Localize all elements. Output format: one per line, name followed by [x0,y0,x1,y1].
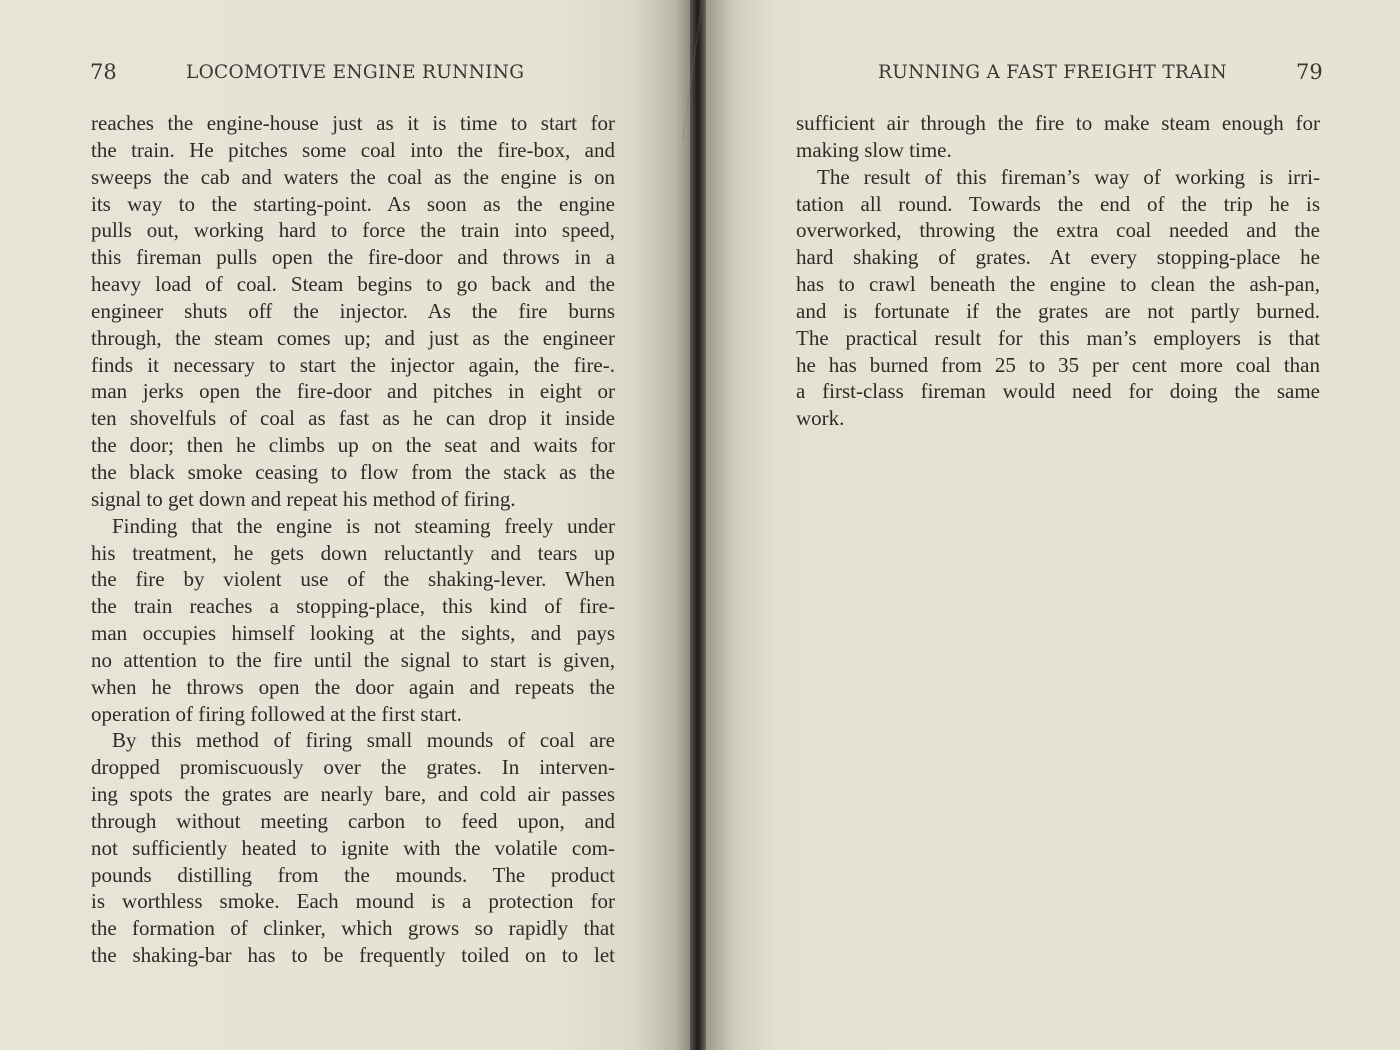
body-text [796,110,1320,432]
text-line: no attention to the fire until the signal to start is given, [91,647,615,672]
text-line: his treatment, he gets down reluctantly and tears up [91,540,615,565]
text-line: and is fortunate if the grates are not partly burned. [796,298,1320,323]
left-page [0,0,690,1050]
text-line: man jerks open the fire-door and pitches in eight or [91,379,615,404]
text-line: not sufficiently heated to ignite with the volatile com- [91,835,615,860]
text-line: tation all round. Towards the end of the trip he is [796,191,1320,216]
text-line: By this method of firing small mounds of coal are [112,728,615,753]
text-line: making slow time. [796,137,952,162]
text-line: when he throws open the door again and repeats the [91,674,615,699]
text-line: has to crawl beneath the engine to clean the ash-pan, [796,272,1320,297]
text-line: ing spots the grates are nearly bare, and cold air passes [91,782,615,807]
text-line: operation of firing followed at the first start. [91,701,462,726]
text-line: the train. He pitches some coal into the fire-box, and [91,137,615,162]
text-line: signal to get down and repeat his method of firing. [91,486,516,511]
text-line: he has burned from 25 to 35 per cent more coal than [796,352,1320,377]
text-line: The result of this fireman’s way of working is irri- [817,164,1320,189]
text-line: engineer shuts off the injector. As the fire burns [91,298,615,323]
text-line: The practical result for this man’s employers is that [796,325,1320,350]
text-line: work. [796,406,845,431]
text-line: the shaking-bar has to be frequently toiled on to let [91,943,615,968]
running-head: RUNNING A FAST FREIGHT TRAIN [878,62,1228,83]
text-line: reaches the engine-house just as it is time to start for [91,111,615,135]
text-line: this fireman pulls open the fire-door and throws in a [91,245,615,270]
text-line: sufficient air through the fire to make steam enough for [796,111,1320,135]
text-line: Finding that the engine is not steaming freely under [112,513,615,538]
text-line: finds it necessary to start the injector again, the fire-. [91,352,615,377]
text-line: a first-class fireman would need for doing the same [796,379,1320,404]
text-line: the black smoke ceasing to flow from the stack as the [91,459,615,484]
text-line: through without meeting carbon to feed upon, and [91,808,615,833]
text-line: sweeps the cab and waters the coal as the engine is on [91,164,615,189]
book-gutter [690,0,706,1050]
text-line: its way to the starting-point. As soon as the engine [91,191,615,216]
text-line: ten shovelfuls of coal as fast as he can drop it inside [91,406,615,431]
page-number: 79 [1296,60,1323,84]
text-line: through, the steam comes up; and just as the engineer [91,325,615,350]
body-text [91,110,615,969]
text-line: man occupies himself looking at the sights, and pays [91,621,615,646]
text-line: pounds distilling from the mounds. The product [91,862,615,887]
right-page [706,0,1400,1050]
text-line: the train reaches a stopping-place, this kind of fire- [91,594,615,619]
page-number: 78 [90,60,117,84]
running-head: LOCOMOTIVE ENGINE RUNNING [186,62,525,83]
text-line: the fire by violent use of the shaking-lever. When [91,567,615,592]
text-line: is worthless smoke. Each mound is a protection for [91,889,615,914]
text-line: the door; then he climbs up on the seat and waits for [91,433,615,458]
text-line: overworked, throwing the extra coal needed and the [796,218,1320,243]
text-line: the formation of clinker, which grows so rapidly that [91,916,615,941]
text-line: dropped promiscuously over the grates. In interven- [91,755,615,780]
text-line: hard shaking of grates. At every stopping-place he [796,245,1320,270]
text-line: pulls out, working hard to force the train into speed, [91,218,615,243]
text-line: heavy load of coal. Steam begins to go back and the [91,272,615,297]
